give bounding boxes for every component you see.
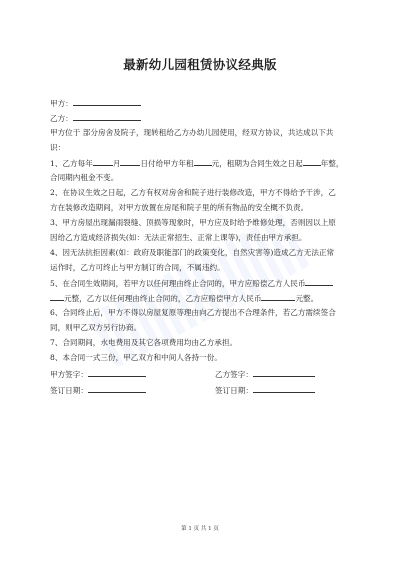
- clause-1-line-2: 合同期内租金不变。: [50, 173, 119, 182]
- clause-1-line-1: [50, 158, 355, 169]
- party-b-label: 乙方：: [50, 114, 73, 123]
- party-a-signature-blank[interactable]: [88, 369, 146, 377]
- clause-1-text-e: 年整，: [320, 159, 344, 168]
- clause-1-text-a: 1、乙方每年: [50, 159, 93, 168]
- clause-6-line-1: 6、合同终止后，甲方不得以房屋复原等理由向乙方提出不合理条件，若乙方需续签合: [50, 308, 336, 317]
- clause-4-line-2: 运作时，乙方可终止与甲方制订的合同，不属违约。: [50, 263, 225, 272]
- clause-5-text-c: 元整。: [295, 294, 319, 303]
- page-footer: 第 1 页 共 1 页: [181, 526, 219, 532]
- day-blank[interactable]: [120, 158, 140, 166]
- clause-5-text-b: 元整，乙方以任何理由终止合同的，乙方应赔偿甲方人民币: [64, 294, 262, 303]
- party-a-label: 甲方：: [50, 99, 73, 108]
- month-blank[interactable]: [93, 158, 113, 166]
- intro-line-1: 甲方位于 部分房舍及院子，现转租给乙方办幼儿园使用，经双方协议，共达成以下共: [50, 128, 334, 137]
- party-b-signature-blank[interactable]: [253, 369, 315, 377]
- clause-2-line-2: 方在装修改造期间，对甲方放置在房尾和院子里的所有物品的安全概不负责。: [50, 203, 309, 212]
- clause-1-text-d: 元，租期为合同生效之日起: [211, 159, 303, 168]
- party-b-line: [50, 113, 355, 124]
- years-blank[interactable]: [303, 158, 321, 166]
- clause-1-text-b: 月: [112, 159, 121, 168]
- penalty-a-blank[interactable]: [305, 278, 333, 286]
- party-b-blank[interactable]: [73, 113, 141, 121]
- party-b-signature-label: 乙方签字：: [215, 370, 253, 379]
- intro-line-2: 识：: [50, 143, 66, 152]
- party-a-line: [50, 98, 355, 109]
- party-a-date-line: [50, 385, 146, 396]
- party-b-date-label: 签订日期：: [215, 386, 253, 395]
- party-b-date-line: [215, 385, 315, 396]
- party-a-date-label: 签订日期：: [50, 386, 88, 395]
- party-a-date-blank[interactable]: [88, 385, 146, 393]
- party-b-date-blank[interactable]: [253, 385, 315, 393]
- clause-3-line-2: 因给乙方造成经济损失(如：无法正常招生、正常上课等)，责任由甲方承担。: [50, 233, 307, 242]
- party-a-signature-label: 甲方签字：: [50, 370, 88, 379]
- clause-1-text-c: 日付给甲方年租: [140, 159, 194, 168]
- party-a-blank[interactable]: [73, 98, 141, 106]
- clause-4-line-1: 4、因无法抗拒因素(如：政府及职能部门的政策变化，自然灾害等)造成乙方无法正常: [50, 248, 335, 257]
- clause-5-line-2: [50, 293, 355, 304]
- rent-blank[interactable]: [194, 158, 212, 166]
- party-b-signature-line: [215, 369, 315, 380]
- penalty-b-blank[interactable]: [261, 293, 295, 301]
- party-a-signature-line: [50, 369, 146, 380]
- clause-2-line-1: 2、在协议生效之日起，乙方有权对房舍和院子进行装修改造，甲方不得给予干涉，乙: [50, 188, 336, 197]
- clause-3-line-1: 3、甲方房屋出现漏雨裂缝、顶损等现象时，甲方应及时给予维修处理，否则因以上原: [50, 218, 336, 227]
- clause-6-line-2: 同，则甲乙双方另行协商。: [50, 323, 142, 332]
- clause-7: 7、合同期间，水电费用及其它各项费用均由乙方承担。: [50, 338, 238, 347]
- penalty-a-blank-cont[interactable]: [50, 293, 64, 301]
- clause-8: 8、本合同一式三份，甲乙双方和中间人各持一份。: [50, 353, 222, 362]
- clause-5-line-1: [50, 278, 355, 289]
- document-title: 最新幼儿园租赁协议经典版: [123, 57, 277, 72]
- clause-5-text-a: 5、在合同生效期间，若甲方以任何理由终止合同的，甲方应赔偿乙方人民币: [50, 279, 306, 288]
